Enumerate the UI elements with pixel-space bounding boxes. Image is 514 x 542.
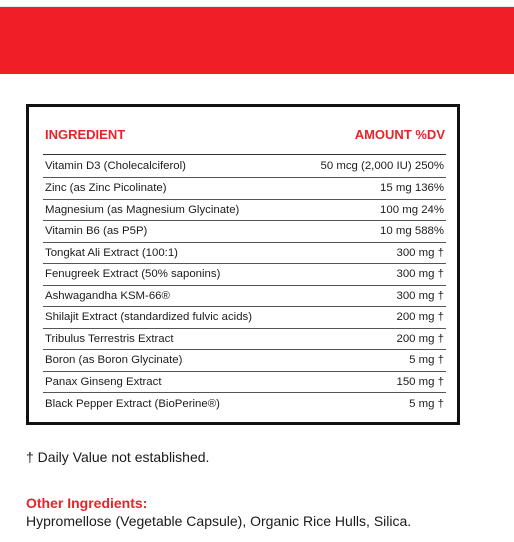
ingredient-amount: 50 mcg (2,000 IU) 250%	[320, 160, 444, 172]
table-row	[43, 155, 446, 178]
ingredient-name: Boron (as Boron Glycinate)	[45, 354, 183, 367]
table-row	[43, 350, 446, 372]
ingredient-name: Magnesium (as Magnesium Glycinate)	[45, 203, 240, 216]
ingredient-name: Fenugreek Extract (50% saponins)	[45, 268, 221, 281]
ingredient-amount: 200 mg †	[396, 311, 444, 324]
ingredient-name: Shilajit Extract (standardized fulvic acids)	[45, 311, 253, 324]
ingredient-amount: 200 mg †	[396, 332, 444, 345]
table-row	[43, 221, 446, 243]
ingredient-amount: 5 mg †	[409, 354, 444, 367]
table-header	[45, 124, 445, 144]
table-row	[43, 200, 446, 222]
ingredient-amount: 15 mg 136%	[380, 182, 444, 195]
ingredient-amount: 100 mg 24%	[380, 203, 444, 216]
other-ingredients-title: Other Ingredients:	[26, 495, 148, 511]
table-row	[43, 329, 446, 351]
ingredient-amount: 150 mg †	[396, 375, 444, 388]
ingredient-rows	[43, 155, 446, 415]
ingredient-amount: 300 mg †	[396, 246, 444, 259]
other-ingredients-text: Hypromellose (Vegetable Capsule), Organic Rice Hulls, Silica.	[26, 513, 412, 529]
table-row	[43, 178, 446, 200]
ingredient-amount: 300 mg †	[396, 289, 444, 302]
table-row	[43, 393, 446, 415]
ingredient-name: Vitamin D3 (Cholecalciferol)	[45, 160, 186, 172]
ingredient-amount: 5 mg †	[409, 397, 444, 410]
ingredient-name: Ashwagandha KSM-66®	[45, 289, 170, 302]
header-ingredient: INGREDIENT	[45, 126, 126, 142]
ingredient-amount: 10 mg 588%	[380, 225, 444, 238]
table-row	[43, 372, 446, 394]
ingredient-amount: 300 mg †	[396, 268, 444, 281]
ingredient-name: Tongkat Ali Extract (100:1)	[45, 246, 178, 259]
red-banner	[0, 7, 514, 74]
supplement-facts-panel	[26, 104, 460, 425]
header-amount-dv: AMOUNT %DV	[354, 126, 445, 142]
ingredient-name: Panax Ginseng Extract	[45, 375, 162, 388]
table-row	[43, 264, 446, 286]
table-row	[43, 307, 446, 329]
ingredient-name: Black Pepper Extract (BioPerine®)	[45, 397, 220, 410]
table-row	[43, 286, 446, 308]
ingredient-name: Zinc (as Zinc Picolinate)	[45, 182, 167, 195]
ingredient-name: Tribulus Terrestris Extract	[45, 332, 174, 345]
daily-value-footnote: † Daily Value not established.	[26, 449, 210, 465]
ingredient-name: Vitamin B6 (as P5P)	[45, 225, 148, 238]
table-row	[43, 243, 446, 265]
